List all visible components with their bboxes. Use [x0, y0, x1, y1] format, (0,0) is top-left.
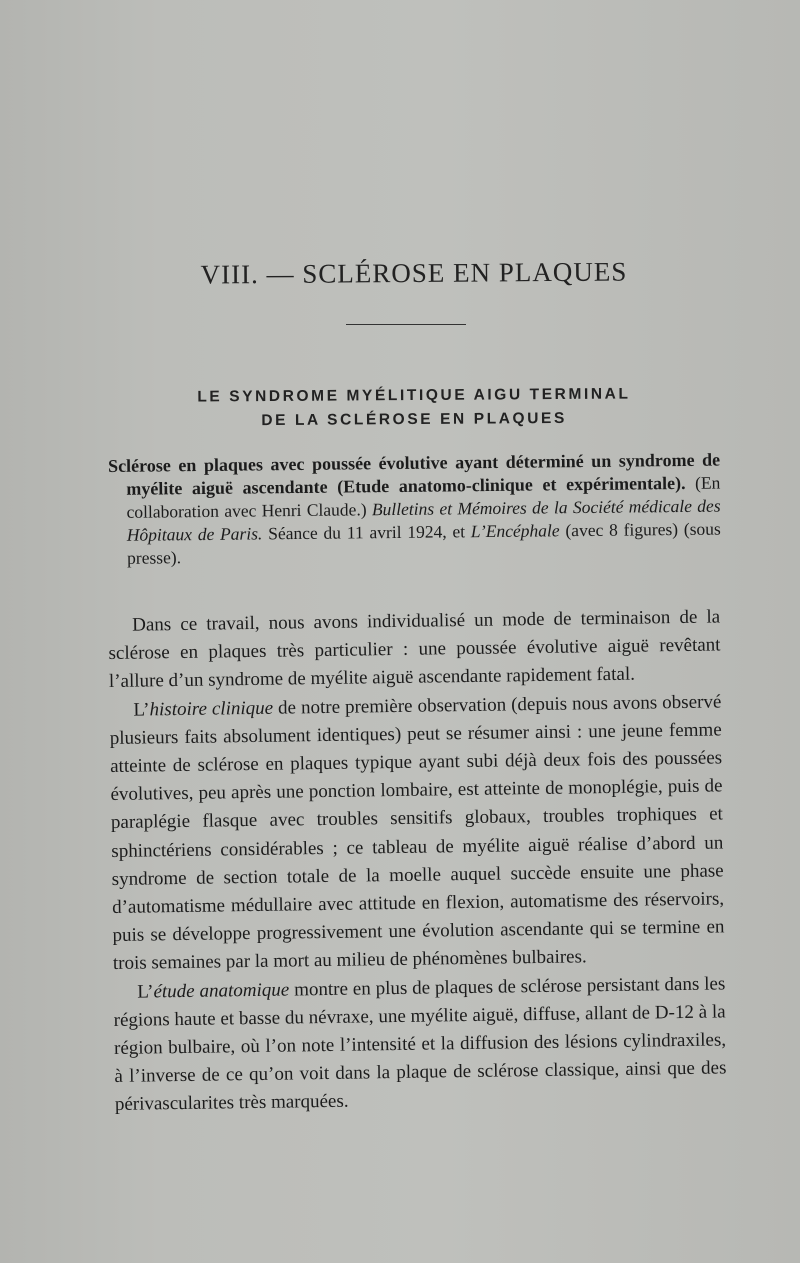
paragraph-2 — [109, 688, 725, 979]
paragraph-2-emphasis: histoire clinique — [149, 697, 274, 721]
chapter-title: VIII. — SCLÉROSE EN PLAQUES — [200, 256, 628, 290]
reference-session: Séance du 11 avril 1924, et — [262, 521, 471, 544]
section-heading-line2: DE LA SCLÉROSE EN PLAQUES — [261, 409, 567, 430]
reference-collaboration: (En collaboration avec Henri Claude.) — [126, 472, 721, 522]
paragraph-2-lead: L’ — [133, 699, 150, 721]
reference-figures: (avec 8 figures) (sous presse). — [126, 518, 721, 568]
paragraph-3-lead: L’ — [137, 981, 154, 1003]
section-heading — [108, 382, 720, 434]
reference-journal: Bulletins et Mémoires de la Société médicale des Hôpitaux de Paris. — [126, 495, 721, 545]
reference-title: Sclérose en plaques avec poussée évolutive ayant déterminé un syndrome de myélite aiguë ascendante (Etude anatomo-clinique et expérimentale). — [108, 449, 721, 499]
reference-journal-2: L’Encéphale — [470, 520, 560, 542]
bibliographic-reference — [108, 449, 721, 570]
section-heading-line1: LE SYNDROME MYÉLITIQUE AIGU TERMINAL — [197, 385, 631, 406]
paragraph-2-text: de notre première observation (depuis nous avons observé plusieurs faits absolument identiques) peut se résumer ainsi : une jeune femme atteinte de sclérose en plaques typique ayant subi déjà deux fois des poussées évolutives, peu après une ponction lombaire, est atteinte de monoplégie, puis de paraplégie flasque avec troubles sensitifs globaux, troubles trophiques et sphinctériens considérables ; ce tableau de myélite aiguë réalise d’abord un syndrome de section totale de la moelle auquel succède ensuite une phase d’automatisme médullaire avec attitude en flexion, automatisme des réservoirs, puis se développe progressivement une évolution ascendante qui se termine en trois semaines par la mort au milieu de phénomènes bulbaires. — [109, 691, 725, 975]
paragraph-3-text: montre en plus de plaques de sclérose persistant dans les régions haute et basse du névraxe, une myélite aiguë, diffuse, allant de D-12 à la région bulbaire, où l’on note l’intensité et la diffusion des lésions cylindraxiles, à l’inverse de ce qu’on voit dans la plaque de sclérose classique, ainsi que des périvascularites très marquées. — [113, 973, 727, 1116]
paragraph-3-emphasis: étude anatomique — [153, 979, 290, 1003]
title-rule — [346, 324, 466, 325]
paragraph-3 — [113, 970, 727, 1120]
paragraph-1: Dans ce travail, nous avons individualisé un mode de terminaison de la sclérose en plaques très particulier : une poussée évolutive aiguë revêtant l’allure d’un syndrome de myélite aiguë ascendante rapidement fatal. — [108, 606, 721, 693]
body-text — [108, 603, 727, 1119]
